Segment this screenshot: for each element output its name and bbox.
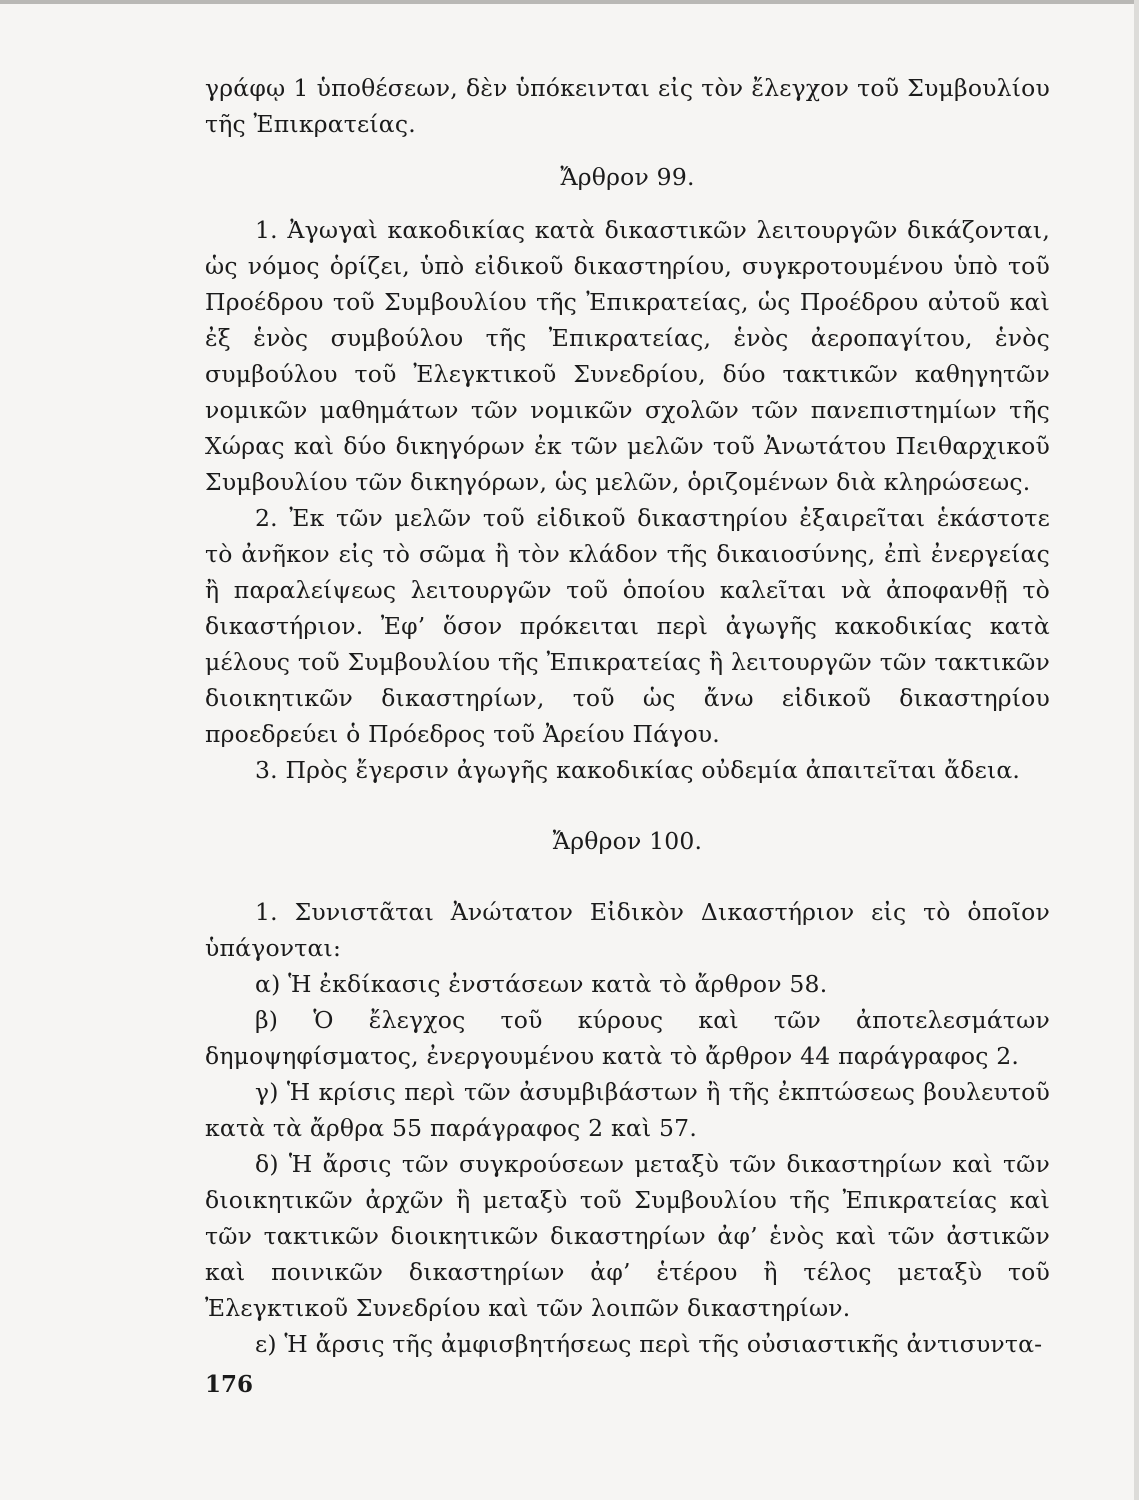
- article-99-paragraph-2: 2. Ἐκ τῶν μελῶν τοῦ εἰδικοῦ δικαστηρίου ἐξαιρεῖται ἑκάστοτε τὸ ἀνῆκον εἰς τὸ σῶμα ἢ τὸν κλάδον τῆς δικαιοσύνης, ἐπὶ ἐνεργείας ἢ παραλείψεως λειτουργῶν τοῦ ὁποίου καλεῖται νὰ ἀποφανθῇ τὸ δικαστήριον. Ἐφ’ ὅσον πρόκειται περὶ ἀγωγῆς κακοδικίας κατὰ μέλους τοῦ Συμβουλίου τῆς Ἐπικρατείας ἢ λειτουργῶν τῶν τακτικῶν διοικητικῶν δικαστηρίων, τοῦ ὡς ἄνω εἰδικοῦ δικαστηρίου προεδρεύει ὁ Πρόεδρος τοῦ Ἀρείου Πάγου.: [205, 504, 1050, 748]
- article-99-title: Ἄρθρον 99.: [560, 163, 695, 191]
- page-body: [205, 70, 1050, 1362]
- article-99-paragraph-3: 3. Πρὸς ἔγερσιν ἀγωγῆς κακοδικίας οὐδεμία ἀπαιτεῖται ἄδεια.: [255, 756, 1021, 784]
- article-100-item-c: γ) Ἡ κρίσις περὶ τῶν ἀσυμβιβάστων ἢ τῆς ἐκπτώσεως βουλευτοῦ κατὰ τὰ ἄρθρα 55 παράγραφος 2 καὶ 57.: [205, 1078, 1050, 1142]
- article-100-item-b: β) Ὁ ἔλεγχος τοῦ κύρους καὶ τῶν ἀποτελεσμάτων δημοψηφίσματος, ἐνεργουμένου κατὰ τὸ ἄρθρον 44 παράγραφος 2.: [205, 1006, 1050, 1070]
- article-100-title: Ἄρθρον 100.: [552, 827, 703, 855]
- article-100-item-e: ε) Ἡ ἄρσις τῆς ἀμφισβητήσεως περὶ τῆς οὐσιαστικῆς ἀντισυντα-: [255, 1330, 1043, 1358]
- scan-top-edge: [0, 0, 1139, 4]
- continuation-paragraph: γράφῳ 1 ὑποθέσεων, δὲν ὑπόκεινται εἰς τὸν ἔλεγχον τοῦ Συμβουλίου τῆς Ἐπικρατείας.: [205, 74, 1050, 138]
- article-100-item-a: α) Ἡ ἐκδίκασις ἐνστάσεων κατὰ τὸ ἄρθρον 58.: [255, 970, 828, 998]
- scan-right-edge: [1134, 0, 1139, 1500]
- page-number: 176: [205, 1371, 254, 1398]
- article-100-item-d: δ) Ἡ ἄρσις τῶν συγκρούσεων μεταξὺ τῶν δικαστηρίων καὶ τῶν διοικητικῶν ἀρχῶν ἢ μεταξὺ τοῦ Συμβουλίου τῆς Ἐπικρατείας καὶ τῶν τακτικῶν διοικητικῶν δικαστηρίων ἀφ’ ἑνὸς καὶ τῶν ἀστικῶν καὶ ποινικῶν δικαστηρίων ἀφ’ ἑτέρου ἢ τέλος μεταξὺ τοῦ Ἐλεγκτικοῦ Συνεδρίου καὶ τῶν λοιπῶν δικαστηρίων.: [205, 1150, 1050, 1322]
- article-100-intro: 1. Συνιστᾶται Ἀνώτατον Εἰδικὸν Δικαστήριον εἰς τὸ ὁποῖον ὑπάγονται:: [205, 898, 1050, 962]
- article-99-paragraph-1: 1. Ἀγωγαὶ κακοδικίας κατὰ δικαστικῶν λειτουργῶν δικάζονται, ὡς νόμος ὁρίζει, ὑπὸ εἰδικοῦ δικαστηρίου, συγκροτουμένου ὑπὸ τοῦ Προέδρου τοῦ Συμβουλίου τῆς Ἐπικρατείας, ὡς Προέδρου αὐτοῦ καὶ ἐξ ἑνὸς συμβούλου τῆς Ἐπικρατείας, ἑνὸς ἀεροπαγίτου, ἑνὸς συμβούλου τοῦ Ἐλεγκτικοῦ Συνεδρίου, δύο τακτικῶν καθηγητῶν νομικῶν μαθημάτων τῶν νομικῶν σχολῶν τῶν πανεπιστημίων τῆς Χώρας καὶ δύο δικηγόρων ἐκ τῶν μελῶν τοῦ Ἀνωτάτου Πειθαρχικοῦ Συμβουλίου τῶν δικηγόρων, ὡς μελῶν, ὁριζομένων διὰ κληρώσεως.: [205, 216, 1050, 496]
